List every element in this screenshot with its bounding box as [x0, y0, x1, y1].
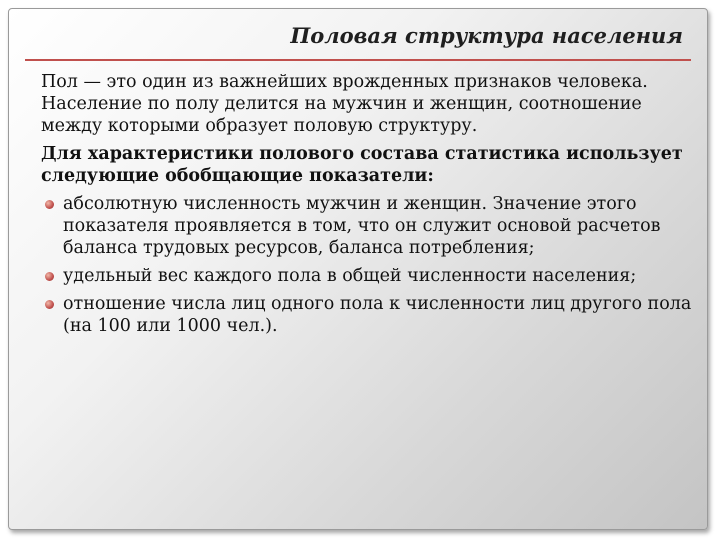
- slide-content: [41, 71, 701, 343]
- bullet-icon: [45, 272, 54, 281]
- emphasis-paragraph: Для характеристики полового состава статистика использует следующие обобщающие показатели:: [41, 144, 683, 186]
- list-item: [41, 293, 701, 337]
- slide-title: Половая структура населения: [290, 23, 683, 48]
- bullet-icon: [45, 200, 54, 209]
- title-divider: [25, 59, 691, 61]
- bullet-icon: [45, 300, 54, 309]
- list-item: [41, 193, 701, 259]
- indicator-list: [41, 193, 701, 337]
- list-item: [41, 265, 701, 287]
- list-item-text: отношение числа лиц одного пола к численности лиц другого пола (на 100 или 1000 чел.).: [63, 294, 692, 336]
- slide: [8, 8, 708, 530]
- list-item-text: абсолютную численность мужчин и женщин. Значение этого показателя проявляется в том, что он служит основой расчетов баланса трудовых ресурсов, баланса потребления;: [63, 194, 661, 258]
- intro-paragraph: Пол — это один из важнейших врожденных признаков человека. Население по полу делится на мужчин и женщин, соотношение между которыми образует половую структуру.: [41, 72, 648, 136]
- list-item-text: удельный вес каждого пола в общей численности населения;: [63, 266, 637, 286]
